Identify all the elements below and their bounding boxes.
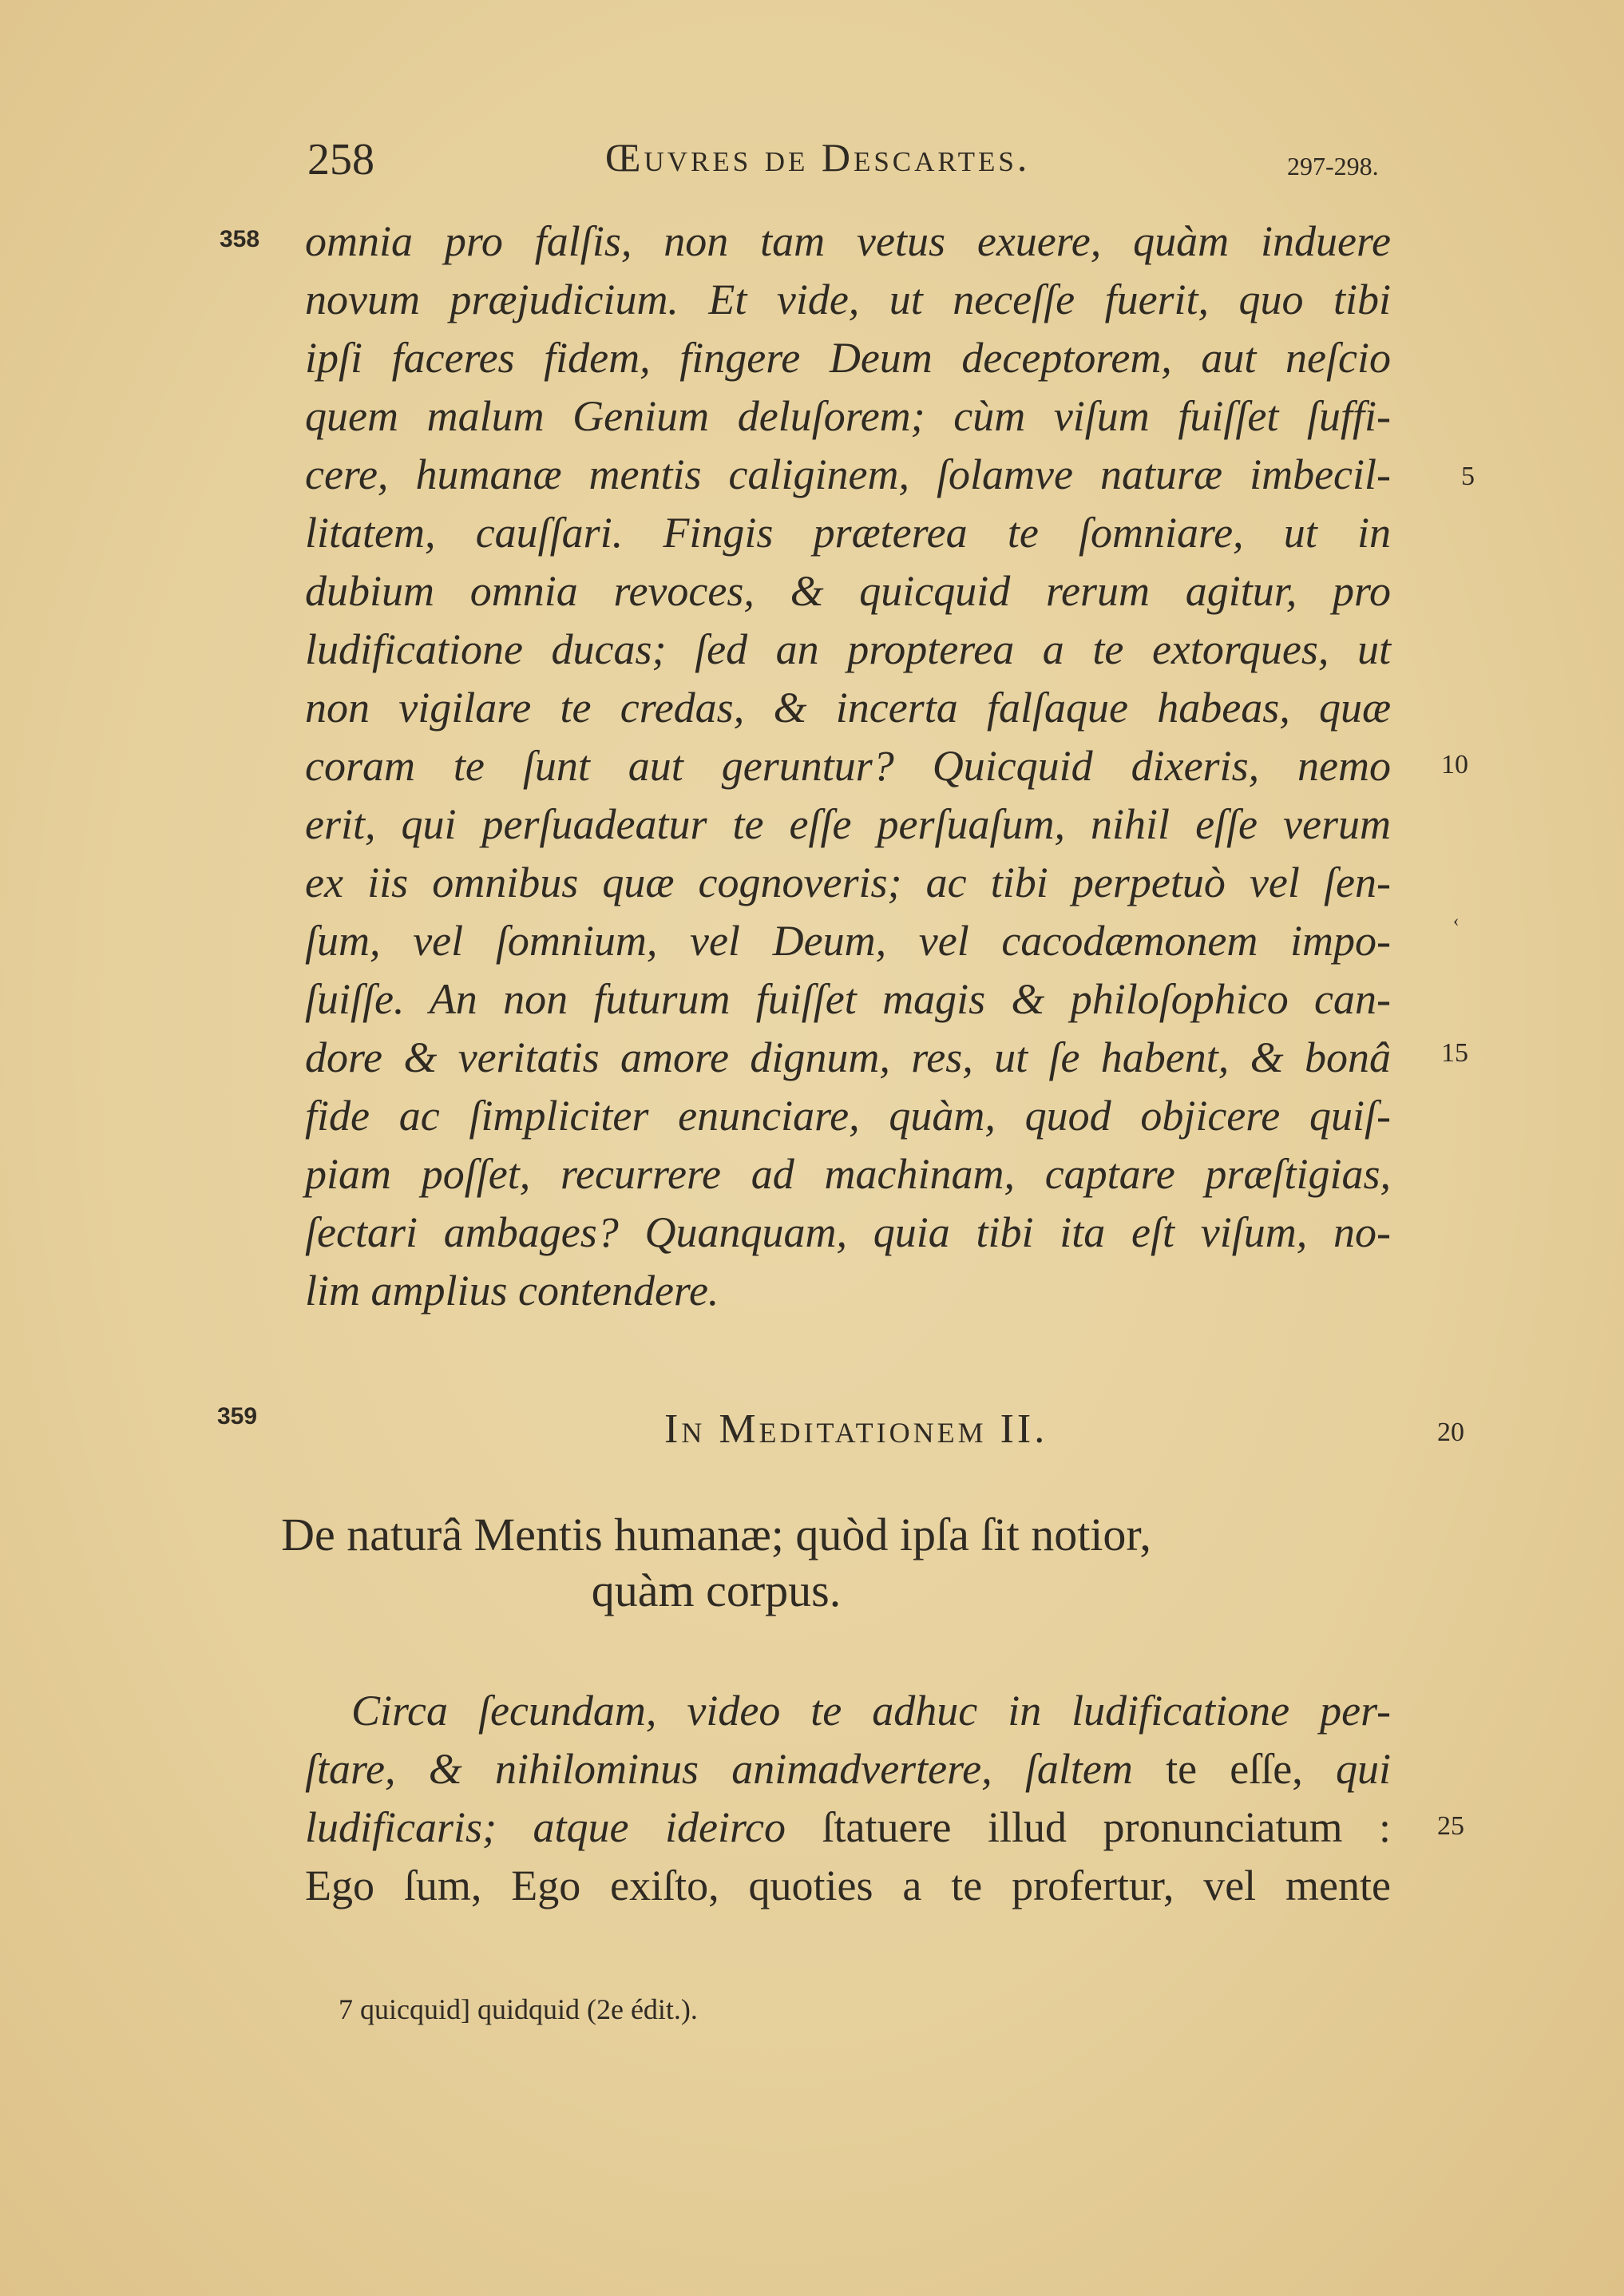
body-line: ludificatione ducas; ſed an propterea a te extorques, ut bbox=[305, 625, 1391, 673]
body-line bbox=[305, 1803, 1391, 1851]
stray-mark: ‹ bbox=[1453, 910, 1460, 930]
body-line: dubium omnia revoces, & quicquid rerum agitur, pro bbox=[305, 567, 1391, 615]
italic-run: ludificaris; atque ideirco bbox=[305, 1803, 786, 1851]
body-line: coram te ſunt aut geruntur? Quicquid dixeris, nemo bbox=[305, 742, 1391, 790]
margin-reference: 359 bbox=[217, 1403, 258, 1430]
body-line: omnia pro falſis, non tam vetus exuere, quàm induere bbox=[305, 217, 1391, 265]
body-line: cere, humanæ mentis caliginem, ſolamve naturæ imbecil- bbox=[305, 450, 1391, 498]
section-heading: In Meditationem II. bbox=[664, 1406, 1048, 1452]
body-line: litatem, cauſſari. Fingis præterea te ſomniare, ut in bbox=[305, 509, 1391, 557]
line-number: 25 bbox=[1437, 1811, 1464, 1841]
body-line: ſectari ambages? Quanquam, quia tibi ita eſt viſum, no- bbox=[305, 1208, 1391, 1256]
roman-run: ſtatuere illud pronunciatum : bbox=[786, 1803, 1391, 1851]
body-line: ex iis omnibus quæ cognoveris; ac tibi perpetuò vel ſen- bbox=[305, 859, 1391, 906]
body-line bbox=[305, 1745, 1391, 1793]
line-number: 20 bbox=[1437, 1418, 1464, 1447]
folio-reference: 297-298. bbox=[1287, 152, 1379, 180]
body-line: erit, qui perſuadeatur te eſſe perſuaſum, nihil eſſe verum bbox=[305, 800, 1391, 848]
body-line bbox=[351, 1687, 1391, 1735]
body-line: dore & veritatis amore dignum, res, ut ſe habent, & bonâ bbox=[305, 1033, 1391, 1081]
line-number: 10 bbox=[1441, 750, 1468, 779]
body-line: novum præjudicium. Et vide, ut neceſſe fuerit, quo tibi bbox=[305, 276, 1391, 323]
italic-run: qui bbox=[1335, 1745, 1391, 1793]
body-line: lim amplius contendere. bbox=[305, 1267, 719, 1315]
italic-run: Circa ſecundam, video te adhuc in ludificatione per- bbox=[351, 1687, 1391, 1735]
body-line: quem malum Genium deluſorem; cùm viſum fuiſſet ſuffi- bbox=[305, 392, 1391, 440]
body-line: piam poſſet, recurrere ad machinam, captare præſtigias, bbox=[305, 1150, 1391, 1198]
body-line: ſum, vel ſomnium, vel Deum, vel cacodæmonem impo- bbox=[305, 917, 1391, 965]
body-line bbox=[305, 1862, 1391, 1909]
roman-run: te eſſe, bbox=[1132, 1745, 1336, 1793]
section-subtitle: De naturâ Mentis humanæ; quòd ipſa ſit notior, bbox=[281, 1509, 1151, 1560]
section-subtitle: quàm corpus. bbox=[591, 1564, 842, 1616]
page-number: 258 bbox=[307, 135, 374, 184]
running-title: Œuvres de Descartes. bbox=[605, 135, 1031, 180]
body-line: fide ac ſimpliciter enunciare, quàm, quod objicere quiſ- bbox=[305, 1092, 1391, 1140]
roman-run: Ego ſum, Ego exiſto, quoties a te profertur, vel mente bbox=[305, 1862, 1391, 1909]
body-line: non vigilare te credas, & incerta falſaque habeas, quæ bbox=[305, 684, 1391, 732]
footnote: 7 quicquid] quidquid (2e édit.). bbox=[339, 1993, 698, 2025]
body-line: ſuiſſe. An non futurum fuiſſet magis & philoſophico can- bbox=[305, 975, 1391, 1023]
italic-run: ſtare, & nihilominus animadvertere, ſaltem bbox=[305, 1745, 1133, 1793]
margin-reference: 358 bbox=[220, 226, 260, 252]
body-line: ipſi faceres fidem, fingere Deum deceptorem, aut neſcio bbox=[305, 334, 1391, 382]
line-number: 5 bbox=[1461, 462, 1475, 491]
line-number: 15 bbox=[1441, 1038, 1468, 1068]
